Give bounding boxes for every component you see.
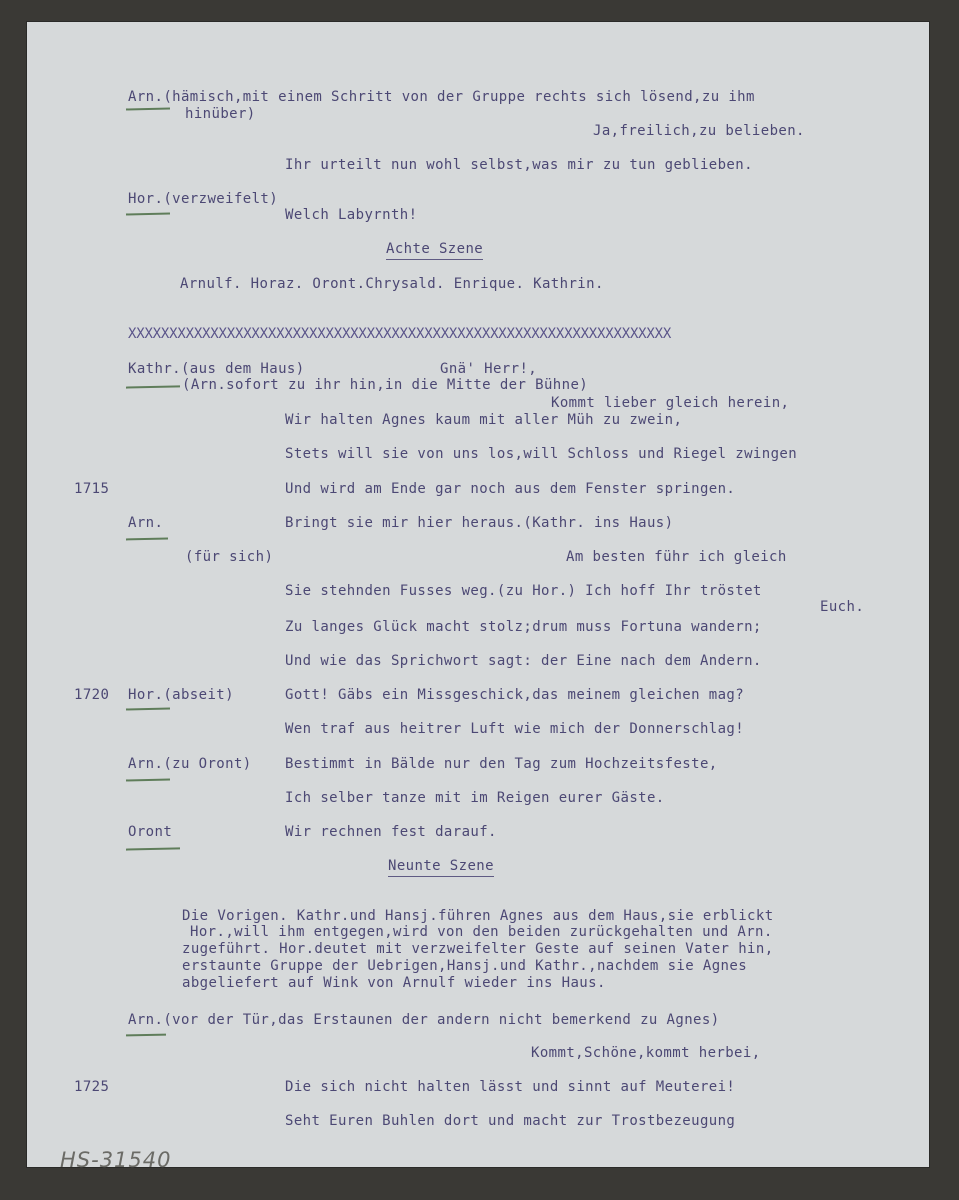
stage-direction: Arn.(hämisch,mit einem Schritt von der Gruppe rechts sich lösend,zu ihm: [128, 89, 755, 105]
speaker-cue: Hor.(abseit): [128, 687, 234, 703]
verse-line: Kommt lieber gleich herein,: [551, 395, 790, 411]
verse-line: Ja,freilich,zu belieben.: [593, 123, 805, 139]
verse-line: Stets will sie von uns los,will Schloss und Riegel zwingen: [285, 446, 798, 462]
stage-direction: abgeliefert auf Wink von Arnulf wieder ins Haus.: [182, 975, 606, 991]
stage-direction: hinüber): [185, 106, 256, 122]
speaker-cue: Arn.(vor der Tür,das Erstaunen der andern nicht bemerkend zu Agnes): [128, 1012, 720, 1028]
verse-line: Bestimmt in Bälde nur den Tag zum Hochzeitsfeste,: [285, 756, 718, 772]
speaker-cue: Arn.(zu Oront): [128, 756, 252, 772]
speaker-cue: Hor.(verzweifelt): [128, 191, 279, 207]
line-number: 1715: [74, 481, 110, 497]
verse-line: Wir rechnen fest darauf.: [285, 824, 497, 840]
struck-out-line: XXXXXXXXXXXXXXXXXXXXXXXXXXXXXXXXXXXXXXXXXXXXXXXXXXXXXXXXXXXXXXXXXX: [128, 326, 672, 342]
verse-line: Am besten führ ich gleich: [566, 549, 787, 565]
stage-direction: Die Vorigen. Kathr.und Hansj.führen Agnes aus dem Haus,sie erblickt: [182, 908, 774, 924]
verse-line: Und wie das Sprichwort sagt: der Eine nach dem Andern.: [285, 653, 762, 669]
verse-line: Gnä' Herr!,: [440, 361, 538, 377]
verse-line: Gott! Gäbs ein Missgeschick,das meinem gleichen mag?: [285, 687, 745, 703]
speaker-cue: Oront: [128, 824, 173, 840]
stage-direction: zugeführt. Hor.deutet mit verzweifelter Geste auf seinen Vater hin,: [182, 941, 774, 957]
archive-signature: HS-31540: [60, 1148, 172, 1172]
stage-direction: (Arn.sofort zu ihr hin,in die Mitte der Bühne): [182, 377, 589, 393]
verse-line: Seht Euren Buhlen dort und macht zur Trostbezeugung: [285, 1113, 736, 1129]
verse-line: Kommt,Schöne,kommt herbei,: [531, 1045, 761, 1061]
verse-line: Welch Labyrnth!: [285, 207, 418, 223]
verse-line: Die sich nicht halten lässt und sinnt auf Meuterei!: [285, 1079, 736, 1095]
verse-line: Ihr urteilt nun wohl selbst,was mir zu tun geblieben.: [285, 157, 753, 173]
stage-direction: (für sich): [185, 549, 274, 565]
verse-line: Wir halten Agnes kaum mit aller Müh zu zwein,: [285, 412, 683, 428]
speaker-cue: Arn.: [128, 515, 164, 531]
verse-line: Bringt sie mir hier heraus.(Kathr. ins Haus): [285, 515, 674, 531]
stage-direction: erstaunte Gruppe der Uebrigen,Hansj.und Kathr.,nachdem sie Agnes: [182, 958, 748, 974]
scene-heading-text: Achte Szene: [386, 241, 483, 260]
verse-line: Sie stehnden Fusses weg.(zu Hor.) Ich hoff Ihr tröstet: [285, 583, 762, 599]
verse-line: Zu langes Glück macht stolz;drum muss Fortuna wandern;: [285, 619, 762, 635]
stage-direction: Hor.,will ihm entgegen,wird von den beiden zurückgehalten und Arn.: [190, 924, 773, 940]
line-number: 1720: [74, 687, 110, 703]
verse-line: Ich selber tanze mit im Reigen eurer Gäste.: [285, 790, 665, 806]
cast-list: Arnulf. Horaz. Oront.Chrysald. Enrique. Kathrin.: [180, 276, 604, 292]
scene-heading: [386, 241, 483, 260]
scene-heading-text: Neunte Szene: [388, 858, 494, 877]
verse-line: Wen traf aus heitrer Luft wie mich der Donnerschlag!: [285, 721, 745, 737]
line-number: 1725: [74, 1079, 110, 1095]
scene-heading: [388, 858, 494, 877]
verse-line: Und wird am Ende gar noch aus dem Fenster springen.: [285, 481, 736, 497]
verse-line: Euch.: [820, 599, 865, 615]
speaker-cue: Kathr.(aus dem Haus): [128, 361, 305, 377]
